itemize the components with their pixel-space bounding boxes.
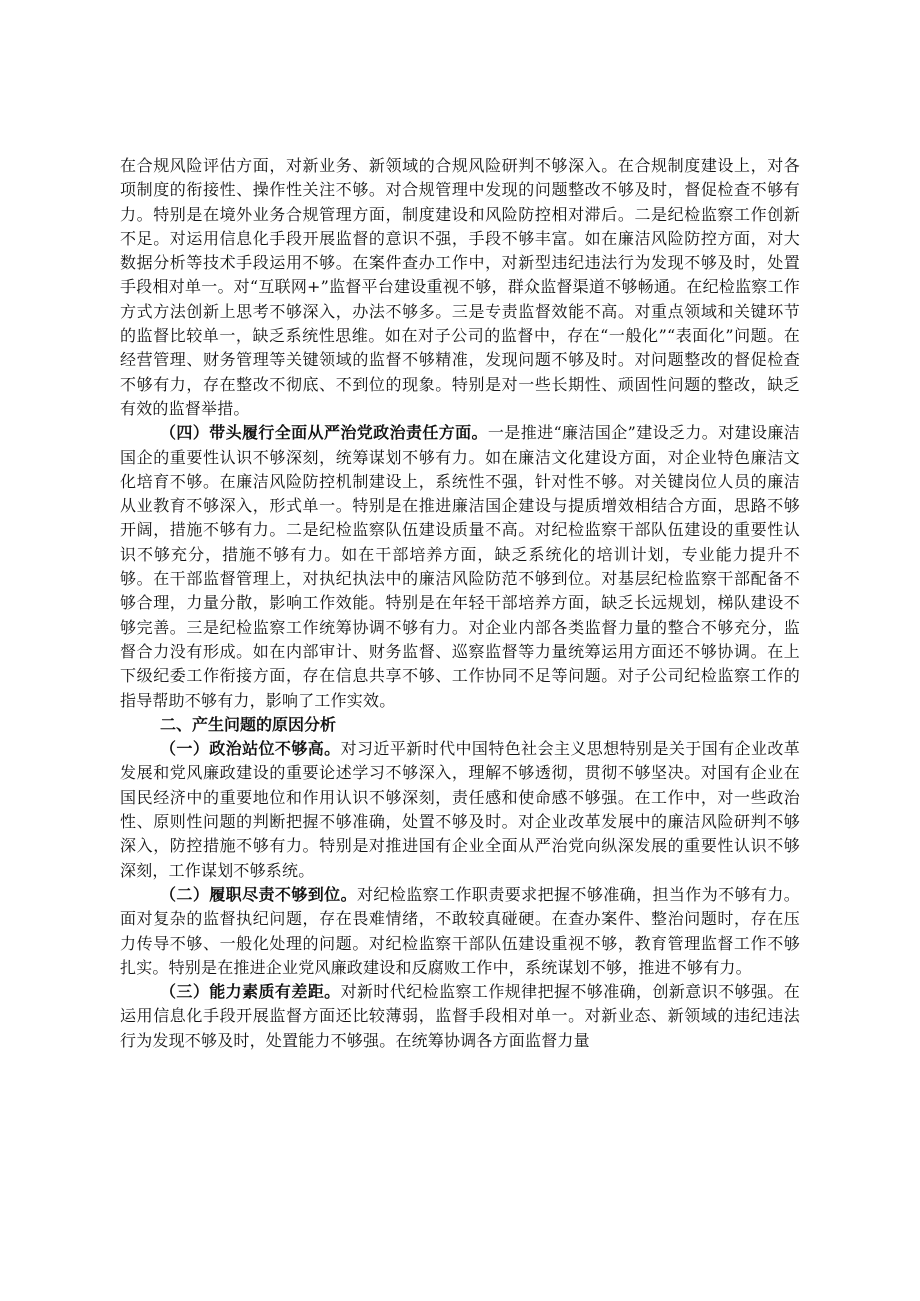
subheading-duty-performance: （二）履职尽责不够到位。	[160, 884, 357, 904]
subheading-responsibility: （四）带头履行全面从严治党政治责任方面。	[160, 423, 488, 443]
paragraph-political-stance	[120, 737, 800, 883]
paragraph-responsibility-body: 一是推进“廉洁国企”建设乏力。对建设廉洁国企的重要性认识不够深刻，统筹谋划不够有力。如在廉洁文化建设方面，对企业特色廉洁文化培育不够。在廉洁风险防控机制建设上，系统性不强，针对性不够。对关键岗位人员的廉洁从业教育不够深入，形式单一。特别是在推进廉洁国企建设与提质增效相结合方面，思路不够开阔，措施不够有力。二是纪检监察队伍建设质量不高。对纪检监察干部队伍建设的重要性认识不够充分，措施不够有力。如在干部培养方面，缺乏系统化的培训计划，专业能力提升不够。在干部监督管理上，对执纪执法中的廉洁风险防范不够到位。对基层纪检监察干部配备不够合理，力量分散，影响工作效能。特别是在年轻干部培养方面，缺乏长远规划，梯队建设不够完善。三是纪检监察工作统筹协调不够有力。对企业内部各类监督力量的整合不够充分，监督合力没有形成。如在内部审计、财务监督、巡察监督等力量统筹运用方面还不够协调。在上下级纪委工作衔接方面，存在信息共享不够、工作协同不足等问题。对子公司纪检监察工作的指导帮助不够有力，影响了工作实效。	[120, 423, 800, 710]
paragraph-duty-performance-body: 对纪检监察工作职责要求把握不够准确，担当作为不够有力。面对复杂的监督执纪问题，存在畏难情绪，不敢较真碰硬。在查办案件、整治问题时，存在压力传导不够、一般化处理的问题。对纪检监察干部队伍建设重视不够，教育管理监督工作不够扎实。特别是在推进企业党风廉政建设和反腐败工作中，系统谋划不够，推进不够有力。	[120, 884, 801, 977]
paragraph-compliance-risk: 在合规风险评估方面，对新业务、新领域的合规风险研判不够深入。在合规制度建设上，对各项制度的衔接性、操作性关注不够。对合规管理中发现的问题整改不够及时，督促检查不够有力。特别是在境外业务合规管理方面，制度建设和风险防控相对滞后。二是纪检监察工作创新不足。对运用信息化手段开展监督的意识不强，手段不够丰富。如在廉洁风险防控方面，对大数据分析等技术手段运用不够。在案件查办工作中，对新型违纪违法行为发现不够及时，处置手段相对单一。对“互联网+”监督平台建设重视不够，群众监督渠道不够畅通。在纪检监察工作方式方法创新上思考不够深入，办法不够多。三是专责监督效能不高。对重点领域和关键环节的监督比较单一，缺乏系统性思维。如在对子公司的监督中，存在“一般化”“表面化”问题。在经营管理、财务管理等关键领域的监督不够精准，发现问题不够及时。对问题整改的督促检查不够有力，存在整改不彻底、不到位的现象。特别是对一些长期性、顽固性问题的整改，缺乏有效的监督举措。	[120, 156, 800, 418]
paragraph-responsibility	[120, 421, 800, 713]
document-page	[120, 154, 800, 1053]
subheading-capability-gap: （三）能力素质有差距。	[160, 982, 341, 1002]
paragraph-political-stance-body: 对习近平新时代中国特色社会主义思想特别是关于国有企业改革发展和党风廉政建设的重要论述学习不够深入，理解不够透彻，贯彻不够坚决。对国有企业在国民经济中的重要地位和作用认识不够深刻，责任感和使命感不够强。在工作中，对一些政治性、原则性问题的判断把握不够准确，处置不够及时。对企业改革发展中的廉洁风险研判不够深入，防控措施不够有力。特别是对推进国有企业全面从严治党向纵深发展的重要性认识不够深刻，工作谋划不够系统。	[120, 739, 800, 880]
paragraph-duty-performance	[120, 883, 800, 980]
paragraph-capability-gap	[120, 980, 800, 1053]
subheading-political-stance: （一）政治站位不够高。	[160, 739, 341, 759]
paragraph-capability-gap-body: 对新时代纪检监察工作规律把握不够准确，创新意识不够强。在运用信息化手段开展监督方面还比较薄弱，监督手段相对单一。对新业态、新领域的违纪违法行为发现不够及时，处置能力不够强。在统筹协调各方面监督力量	[120, 982, 800, 1050]
section-heading-causes: 二、产生问题的原因分析	[160, 714, 337, 734]
